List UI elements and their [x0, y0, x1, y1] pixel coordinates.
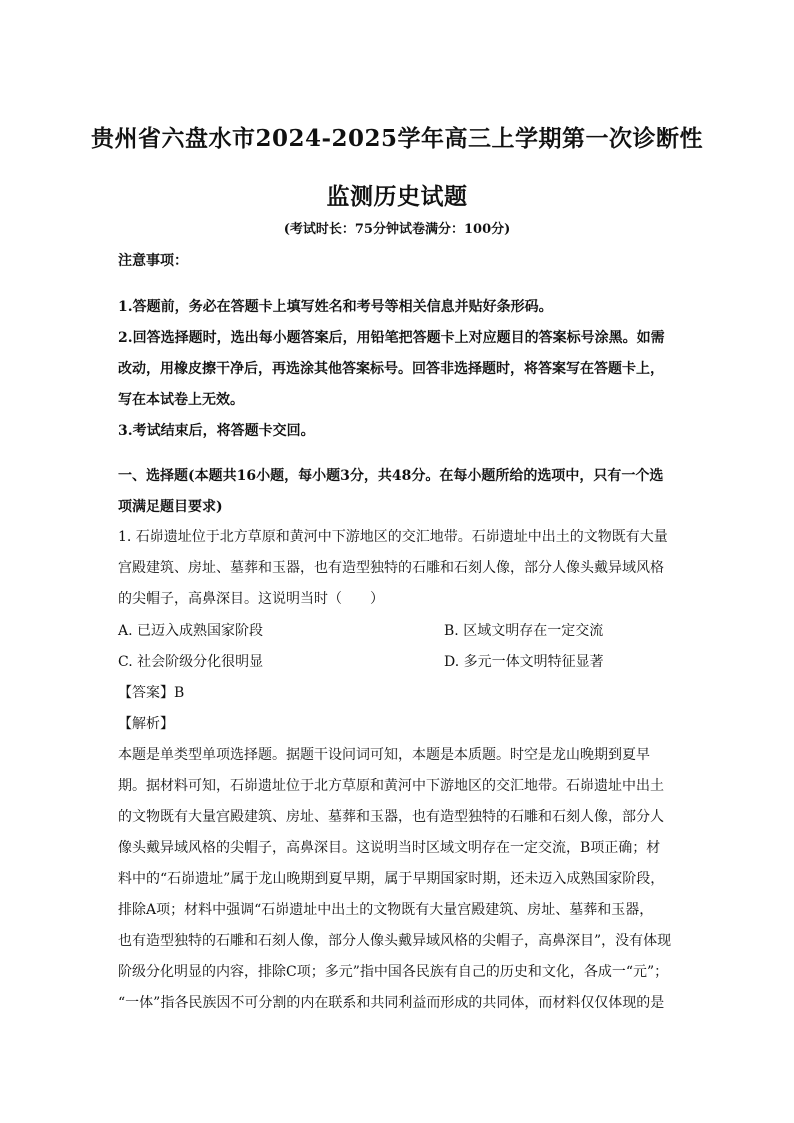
- analysis-line: 排除A项；材料中强调“石峁遗址中出土的文物既有大量宫殿建筑、房址、墓葬和玉器，: [118, 902, 654, 918]
- analysis-line: 的文物既有大量宫殿建筑、房址、墓葬和玉器，也有造型独特的石雕和石刻人像，部分人: [118, 809, 664, 825]
- section-heading-line2: 项满足题目要求): [118, 499, 223, 515]
- question-1-analysis-label: 【解析】: [118, 716, 174, 732]
- analysis-line: 期。据材料可知，石峁遗址位于北方草原和黄河中下游地区的交汇地带。石峁遗址中出土: [118, 778, 664, 794]
- exam-title-line1: 贵州省六盘水市2024-2025学年高三上学期第一次诊断性: [90, 125, 704, 152]
- exam-title-line2: 监测历史试题: [326, 183, 468, 210]
- notice-item-2-line2: 改动，用橡皮擦干净后，再选涂其他答案标号。回答非选择题时，将答案写在答题卡上，: [118, 361, 664, 377]
- notice-heading: 注意事项：: [118, 253, 188, 269]
- notice-item-2-line3: 写在本试卷上无效。: [118, 392, 244, 408]
- analysis-line: 本题是单类型单项选择题。据题干设问词可知，本题是本质题。时空是龙山晚期到夏早: [118, 747, 650, 763]
- question-1-option-d: D. 多元一体文明特征显著: [444, 654, 604, 670]
- question-1-option-a: A. 已迈入成熟国家阶段: [118, 623, 264, 639]
- analysis-line: 也有造型独特的石雕和石刻人像，部分人像头戴异域风格的尖帽子，高鼻深目”，没有体现: [118, 933, 672, 949]
- question-1-answer: 【答案】B: [118, 685, 185, 701]
- question-1-option-b: B. 区域文明存在一定交流: [444, 623, 604, 639]
- question-1-option-c: C. 社会阶级分化很明显: [118, 654, 264, 670]
- analysis-line: 像头戴异域风格的尖帽子，高鼻深目。这说明当时区域文明存在一定交流，B项正确；材: [118, 840, 661, 856]
- section-heading-line1: 一、选择题(本题共16小题，每小题3分，共48分。在每小题所给的选项中，只有一个选: [118, 468, 664, 484]
- question-1-stem-line3: 的尖帽子，高鼻深目。这说明当时（ ）: [118, 591, 384, 607]
- question-1-stem-line1: 1. 石峁遗址位于北方草原和黄河中下游地区的交汇地带。石峁遗址中出土的文物既有大量: [118, 529, 668, 545]
- analysis-line: 料中的“石峁遗址”属于龙山晚期到夏早期，属于早期国家时期，还未迈入成熟国家阶段，: [118, 871, 665, 887]
- question-1-stem-line2: 宫殿建筑、房址、墓葬和玉器，也有造型独特的石雕和石刻人像，部分人像头戴异域风格: [118, 560, 664, 576]
- analysis-line: 阶级分化明显的内容，排除C项；多元”指中国各民族有自己的历史和文化，各成一“元”；: [118, 964, 669, 980]
- notice-item-2-line1: 2.回答选择题时，选出每小题答案后，用铅笔把答题卡上对应题目的答案标号涂黑。如需: [118, 330, 665, 346]
- analysis-line: “一体”指各民族因不可分割的内在联系和共同利益而形成的共同体，而材料仅仅体现的是: [118, 995, 665, 1011]
- notice-item-3: 3.考试结束后，将答题卡交回。: [118, 423, 315, 439]
- notice-item-1: 1.答题前，务必在答题卡上填写姓名和考号等相关信息并贴好条形码。: [118, 299, 553, 315]
- exam-subtitle: (考试时长：75分钟试卷满分：100分): [283, 222, 511, 237]
